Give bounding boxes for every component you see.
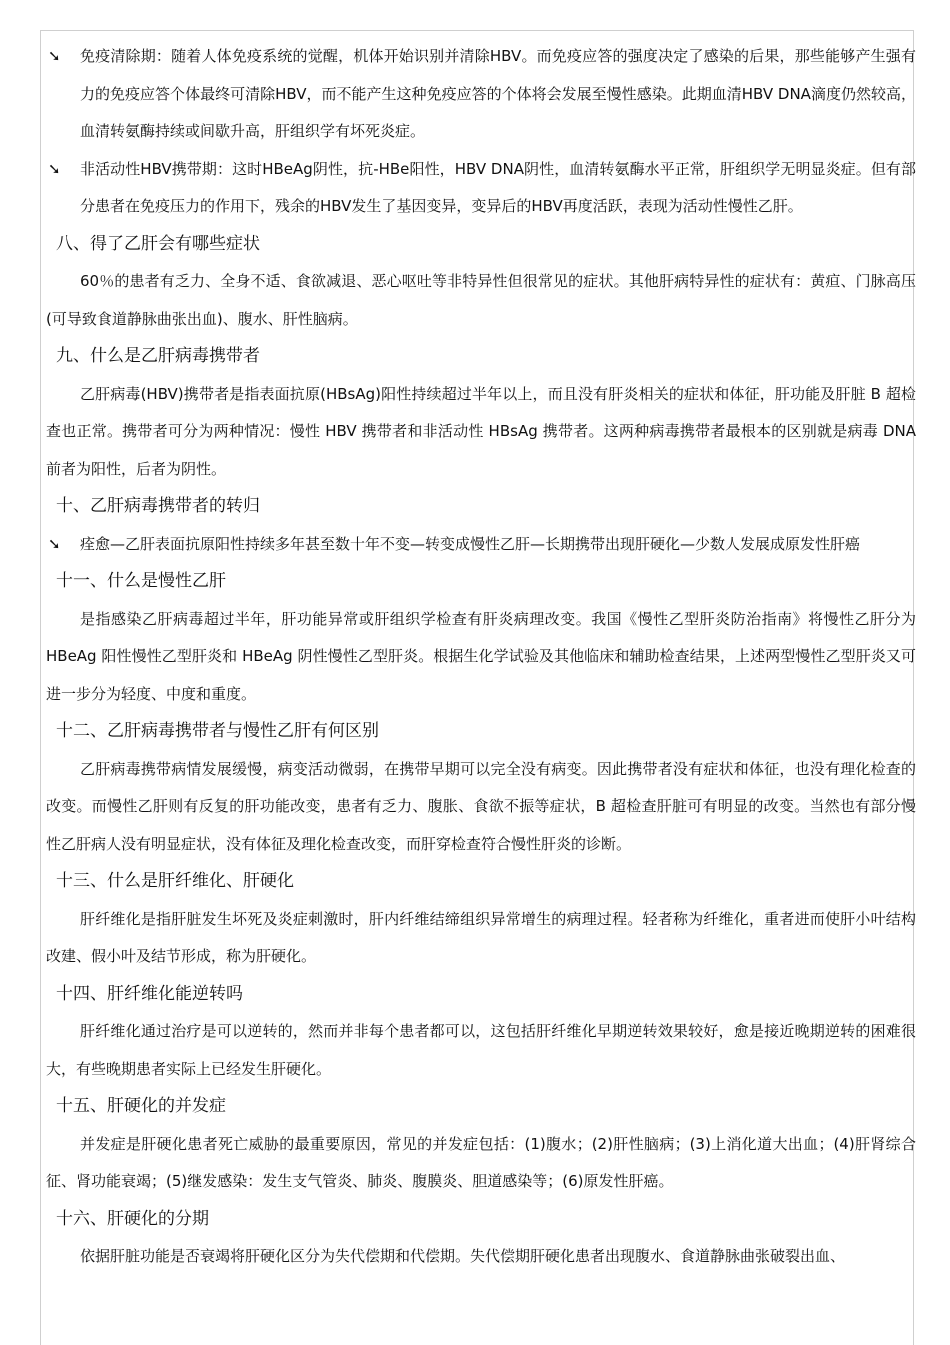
section-heading: 八、得了乙肝会有哪些症状 xyxy=(56,233,260,254)
section-heading: 十、乙肝病毒携带者的转归 xyxy=(56,496,260,516)
paragraph: 乙肝病毒(HBV)携带者是指表面抗原(HBsAg)阳性持续超过半年以上，而且没有肝炎相关的症状和体征，肝功能及肝脏 B 超检查也正常。携带者可分为两种情况：慢性 HBV 携带者和非活动性 HBsAg 携带者。这两种病毒携带者最根本的区别就是病毒 DNA 前者为阳性，后者为阴性。 xyxy=(46,384,916,478)
section-heading: 十三、什么是肝纤维化、肝硬化 xyxy=(56,871,294,891)
bullet-text: 免疫清除期：随着人体免疫系统的觉醒，机体开始识别并清除HBV。而免疫应答的强度决定了感染的后果，那些能够产生强有力的免疫应答个体最终可清除HBV，而不能产生这种免疫应答的个体将会发展至慢性感染。此期血清HBV DNA滴度仍然较高，血清转氨酶持续或间歇升高，肝组织学有坏死炎症。 xyxy=(80,47,916,140)
paragraph: 依据肝脏功能是否衰竭将肝硬化区分为失代偿期和代偿期。失代偿期肝硬化患者出现腹水、食道静脉曲张破裂出血、 xyxy=(80,1247,846,1265)
bullet-paragraph xyxy=(46,526,916,564)
section-heading: 九、什么是乙肝病毒携带者 xyxy=(56,346,260,366)
paragraph: 肝纤维化通过治疗是可以逆转的，然而并非每个患者都可以，这包括肝纤维化早期逆转效果较好，愈是接近晚期逆转的困难很大，有些晚期患者实际上已经发生肝硬化。 xyxy=(46,1022,916,1078)
arrow-down-right-icon: ➘ xyxy=(48,534,61,553)
bullet-text: 痊愈—乙肝表面抗原阳性持续多年甚至数十年不变—转变成慢性乙肝—长期携带出现肝硬化—少数人发展成原发性肝癌 xyxy=(80,534,861,553)
paragraph: 乙肝病毒携带病情发展缓慢，病变活动微弱，在携带早期可以完全没有病变。因此携带者没有症状和体征，也没有理化检查的改变。而慢性乙肝则有反复的肝功能改变，患者有乏力、腹胀、食欲不振等症状，B 超检查肝脏可有明显的改变。当然也有部分慢性乙肝病人没有明显症状，没有体征及理化检查改变，而肝穿检查符合慢性肝炎的诊断。 xyxy=(46,759,916,853)
bullet-text: 非活动性HBV携带期：这时HBeAg阴性，抗-HBe阳性，HBV DNA阴性，血清转氨酶水平正常，肝组织学无明显炎症。但有部分患者在免疫压力的作用下，残余的HBV发生了基因变异，变异后的HBV再度活跃，表现为活动性慢性乙肝。 xyxy=(80,159,916,215)
section-heading: 十六、肝硬化的分期 xyxy=(56,1208,209,1229)
section-heading: 十五、肝硬化的并发症 xyxy=(56,1096,226,1116)
paragraph: 60％的患者有乏力、全身不适、食欲减退、恶心呕吐等非特异性但很常见的症状。其他肝病特异性的症状有：黄疸、门脉高压(可导致食道静脉曲张出血)、腹水、肝性脑病。 xyxy=(46,272,916,328)
bullet-paragraph xyxy=(46,38,916,151)
arrow-down-right-icon: ➘ xyxy=(48,47,61,65)
paragraph: 肝纤维化是指肝脏发生坏死及炎症刺激时，肝内纤维结缔组织异常增生的病理过程。轻者称为纤维化，重者进而使肝小叶结构改建、假小叶及结节形成，称为肝硬化。 xyxy=(46,909,916,965)
paragraph: 并发症是肝硬化患者死亡威胁的最重要原因，常见的并发症包括：(1)腹水；(2)肝性脑病；(3)上消化道大出血；(4)肝肾综合征、肾功能衰竭；(5)继发感染：发生支气管炎、肺炎、腹膜炎、胆道感染等；(6)原发性肝癌。 xyxy=(46,1134,916,1190)
section-heading: 十二、乙肝病毒携带者与慢性乙肝有何区别 xyxy=(56,721,379,741)
arrow-down-right-icon: ➘ xyxy=(48,159,61,178)
paragraph: 是指感染乙肝病毒超过半年，肝功能异常或肝组织学检查有肝炎病理改变。我国《慢性乙型肝炎防治指南》将慢性乙肝分为 HBeAg 阳性慢性乙型肝炎和 HBeAg 阴性慢性乙型肝炎。根据生化学试验及其他临床和辅助检查结果，上述两型慢性乙型肝炎又可进一步分为轻度、中度和重度。 xyxy=(46,609,916,703)
document-body xyxy=(46,38,916,1276)
section-heading: 十四、肝纤维化能逆转吗 xyxy=(56,983,243,1004)
section-heading: 十一、什么是慢性乙肝 xyxy=(56,571,226,591)
bullet-paragraph xyxy=(46,151,916,226)
